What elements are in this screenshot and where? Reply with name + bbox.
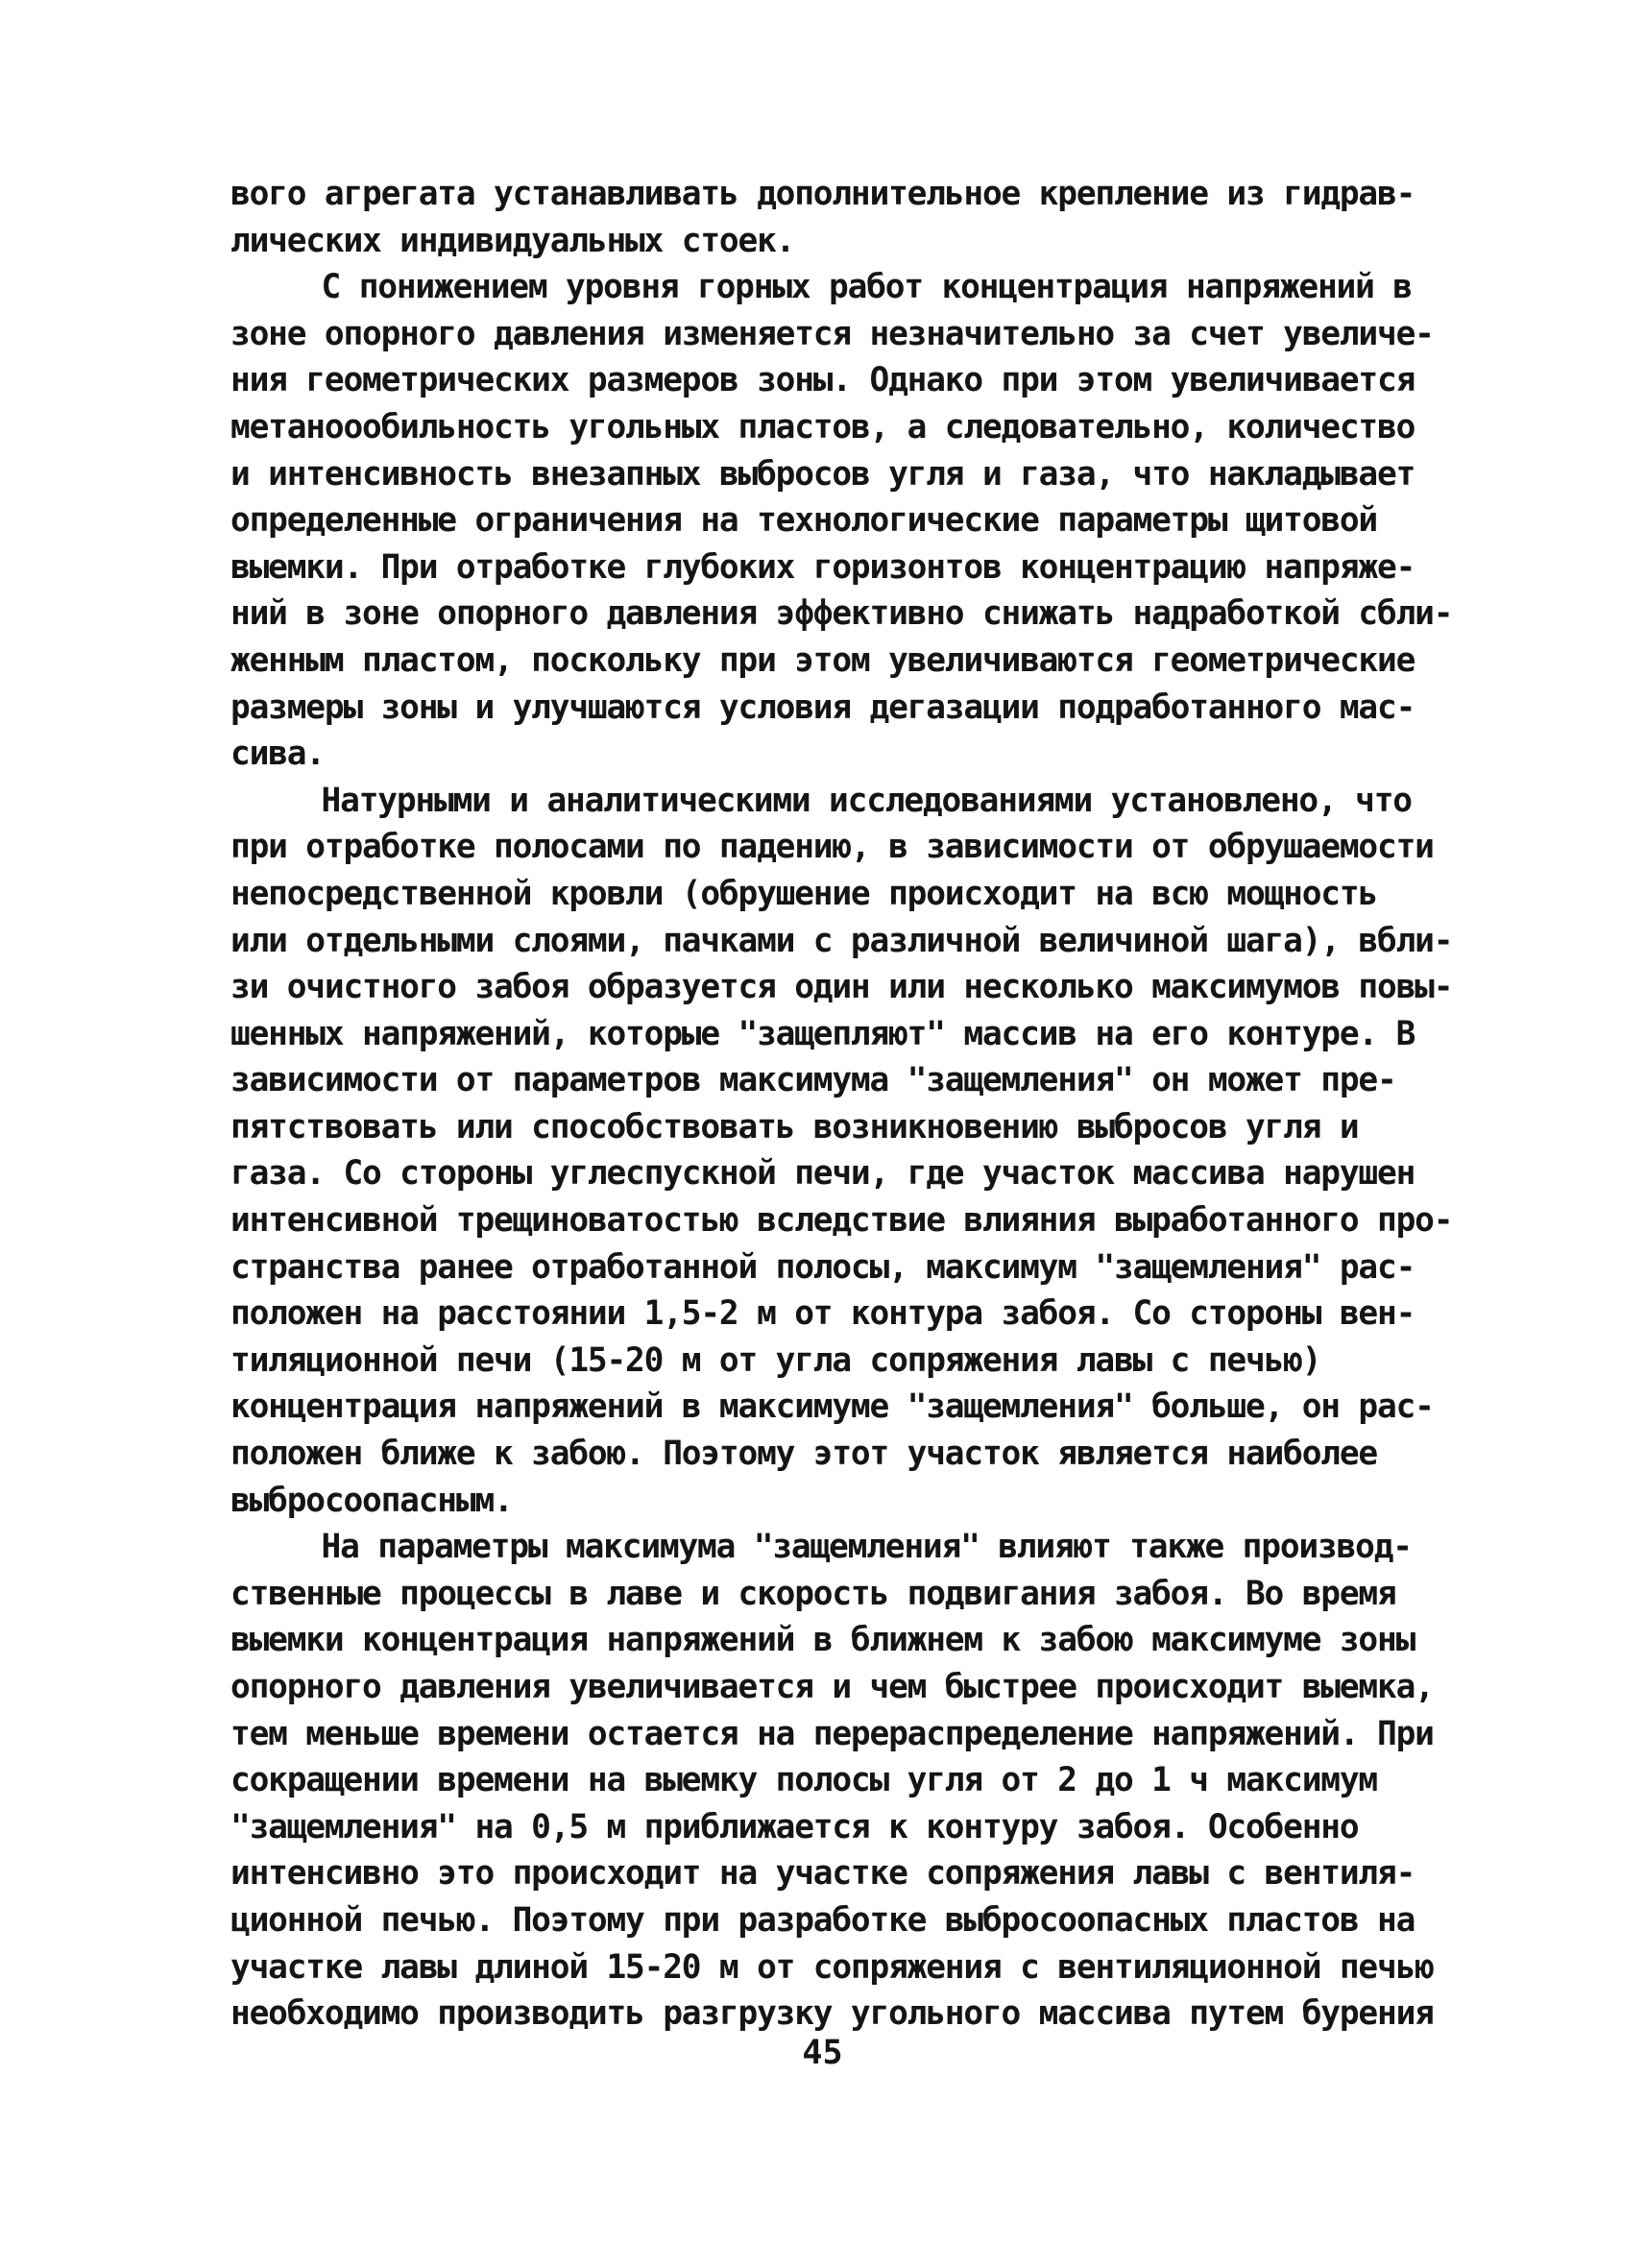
text-line: вого агрегата устанавливать дополнительное крепление из гидрав- [230, 175, 1415, 213]
text-line: "защемления" на 0,5 м приближается к контуру забоя. Особенно [230, 1807, 1359, 1846]
text-line: или отдельными слоями, пачками с различной величиной шага), вбли- [230, 921, 1453, 960]
text-line: опорного давления увеличивается и чем быстрее происходит выемка, [230, 1668, 1434, 1706]
text-line: На параметры максимума "защемления" влияют также производ- [321, 1528, 1412, 1567]
text-line: концентрация напряжений в максимуме "защемления" больше, он рас- [230, 1387, 1434, 1427]
paragraph [230, 1524, 1441, 2038]
text-line: сокращении времени на выемку полосы угля от 2 до 1 ч максимум [230, 1761, 1378, 1800]
text-line: ния геометрических размеров зоны. Однако при этом увеличивается [230, 361, 1415, 400]
text-line: зоне опорного давления изменяется незначительно за счет увеличе- [230, 314, 1434, 353]
page-number: 45 [802, 2034, 843, 2072]
text-line: С понижением уровня горных работ концентрация напряжений в [321, 268, 1412, 307]
text-line: метаноообильность угольных пластов, а следовательно, количество [230, 407, 1415, 446]
text-line: выемки. При отработке глубоких горизонтов концентрацию напряже- [230, 547, 1415, 587]
text-line: ственные процессы в лаве и скорость подвигания забоя. Во время [230, 1574, 1396, 1613]
text-line: женным пластом, поскольку при этом увеличиваются геометрические [230, 640, 1415, 680]
paragraph [230, 264, 1453, 778]
text-line: выемки концентрация напряжений в ближнем к забою максимуме зоны [230, 1621, 1415, 1660]
text-line: зависимости от параметров максимума "защемления" он может пре- [230, 1061, 1396, 1100]
text-line: ционной печью. Поэтому при разработке выбросоопасных пластов на [230, 1900, 1415, 1940]
text-line: интенсивной трещиноватостью вследствие влияния выработанного про- [230, 1201, 1453, 1241]
text-line: тем меньше времени остается на перераспределение напряжений. При [230, 1714, 1434, 1753]
text-line: определенные ограничения на технологические параметры щитовой [230, 501, 1378, 541]
text-line: газа. Со стороны углеспускной печи, где участок массива нарушен [230, 1154, 1415, 1194]
text-line: зи очистного забоя образуется один или несколько максимумов повы- [230, 968, 1453, 1007]
text-line: участке лавы длиной 15-20 м от сопряжения с вентиляционной печью [230, 1947, 1434, 1987]
paragraph [230, 778, 1453, 1525]
text-line: сива. [230, 735, 325, 774]
text-line: непосредственной кровли (обрушение происходит на всю мощность [230, 874, 1378, 913]
text-line: пятствовать или способствовать возникновению выбросов угля и [230, 1107, 1359, 1146]
text-line: шенных напряжений, которые "защепляют" массив на его контуре. В [230, 1014, 1415, 1053]
text-line: лических индивидуальных стоек. [230, 221, 795, 260]
text-line: необходимо производить разгрузку угольного массива путем бурения [230, 1994, 1434, 2034]
text-line: странства ранее отработанной полосы, максимум "защемления" рас- [230, 1247, 1415, 1287]
text-line: тиляционной печи (15-20 м от угла сопряжения лавы с печью) [230, 1340, 1321, 1380]
body-text [230, 171, 1453, 2038]
text-line: Натурными и аналитическими исследованиями установлено, что [321, 781, 1412, 820]
text-line: положен ближе к забою. Поэтому этот участок является наиболее [230, 1435, 1378, 1474]
text-line: размеры зоны и улучшаются условия дегазации подработанного мас- [230, 688, 1415, 727]
text-line: и интенсивность внезапных выбросов угля и газа, что накладывает [230, 454, 1415, 494]
text-line: при отработке полосами по падению, в зависимости от обрушаемости [230, 828, 1434, 867]
paragraph [230, 171, 1441, 264]
text-line: интенсивно это происходит на участке сопряжения лавы с вентиля- [230, 1854, 1415, 1894]
text-line: положен на расстоянии 1,5-2 м от контура забоя. Со стороны вен- [230, 1294, 1415, 1334]
text-line: выбросоопасным. [230, 1481, 513, 1520]
text-line: ний в зоне опорного давления эффективно снижать надработкой сбли- [230, 594, 1453, 634]
